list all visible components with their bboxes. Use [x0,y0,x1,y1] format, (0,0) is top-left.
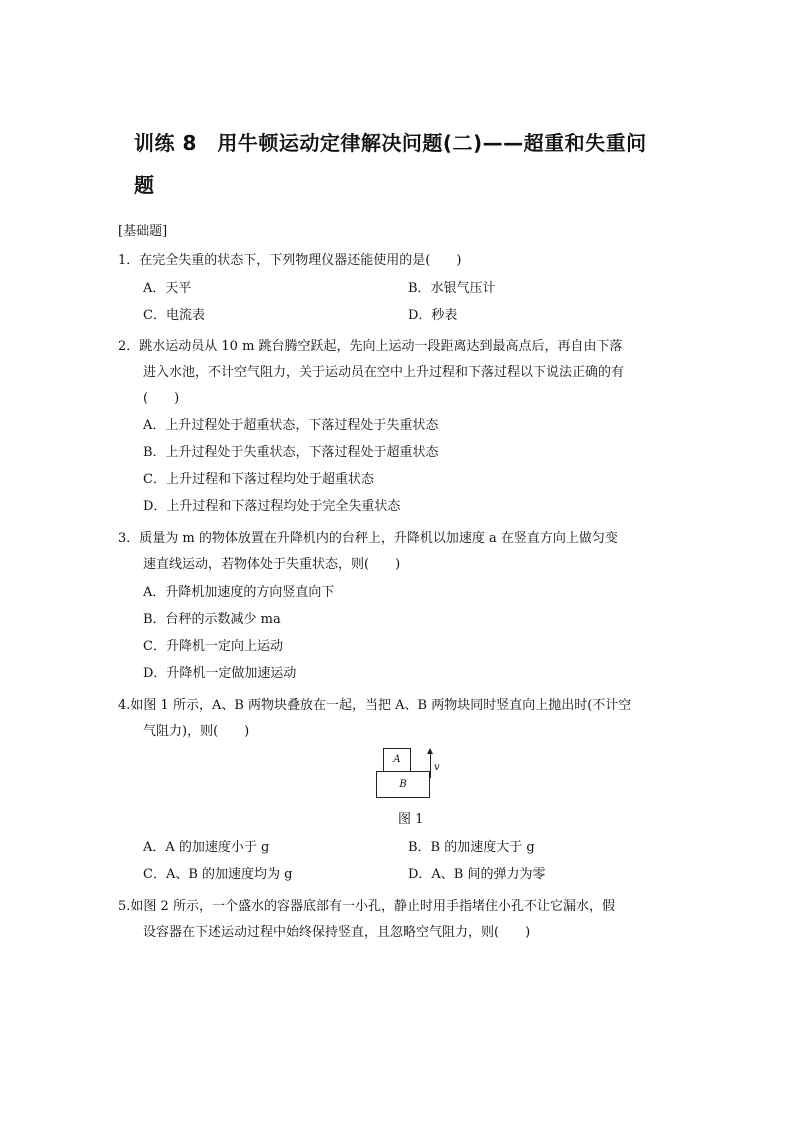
question-4-stem-line-1: 4.如图 1 所示，A、B 两物块叠放在一起，当把 A、B 两物块同时竖直向上抛出时(不计空 [118,698,632,713]
question-2-stem-line-2: 进入水池，不计空气阻力，关于运动员在空中上升过程和下落过程以下说法正确的有 [143,365,625,380]
question-4 [118,693,678,745]
question-3-stem-line-2: 速直线运动，若物体处于失重状态，则( ) [143,557,401,572]
question-4-stem-line-2: 气阻力)，则( ) [143,724,250,739]
question-5-stem-line-1: 5.如图 2 所示，一个盛水的容器底部有一小孔，静止时用手指堵住小孔不让它漏水，假 [118,899,615,914]
question-3-option-a: A．升降机加速度的方向竖直向下 [143,585,335,600]
question-3-option-b: B．台秤的示数减少 ma [143,612,281,627]
question-3-option-d: D．升降机一定做加速运动 [143,666,297,681]
question-2-option-d: D．上升过程和下落过程均处于完全失重状态 [143,499,401,514]
question-1 [118,248,678,274]
question-5 [118,894,678,946]
figure-1-caption: 图 1 [398,812,424,827]
question-1-stem: 1．在完全失重的状态下，下列物理仪器还能使用的是( ) [118,253,462,268]
question-3-stem-line-1: 3．质量为 m 的物体放置在升降机内的台秤上，升降机以加速度 a 在竖直方向上做匀变 [118,531,618,546]
question-5-stem-line-2: 设容器在下述运动过程中始终保持竖直，且忽略空气阻力，则( ) [143,925,531,940]
question-2-option-c: C．上升过程和下落过程均处于超重状态 [143,472,374,487]
question-1-option-a: A．天平 [143,281,192,296]
question-4-option-b: B．B 的加速度大于 g [408,840,535,855]
question-2-stem-line-1: 2．跳水运动员从 10 m 跳台腾空跃起，先向上运动一段距离达到最高点后，再自由下落 [118,339,623,354]
question-3 [118,526,678,578]
question-1-option-d: D．秒表 [408,308,458,323]
question-3-option-c: C．升降机一定向上运动 [143,639,283,654]
block-b: B [376,771,430,798]
question-4-option-a: A．A 的加速度小于 g [143,840,270,855]
question-2 [118,334,678,412]
question-4-option-d: D．A、B 间的弹力为零 [408,867,546,882]
section-label: [基础题] [118,224,168,239]
velocity-arrow-icon [430,750,431,778]
velocity-label: v [434,762,440,773]
question-1-option-c: C．电流表 [143,308,205,323]
title-line-2: 题 [134,173,155,197]
title-line-1: 训练 8 用牛顿运动定律解决问题(二)——超重和失重问 [134,131,647,155]
question-2-option-b: B．上升过程处于失重状态，下落过程处于超重状态 [143,445,439,460]
question-2-stem-line-3: ( ) [143,391,180,406]
page-title [134,122,694,206]
figure-1-blocks [372,748,442,800]
question-2-option-a: A．上升过程处于超重状态，下落过程处于失重状态 [143,418,439,433]
block-a: A [383,748,411,772]
question-1-option-b: B．水银气压计 [408,281,496,296]
question-4-option-c: C．A、B 的加速度均为 g [143,867,293,882]
